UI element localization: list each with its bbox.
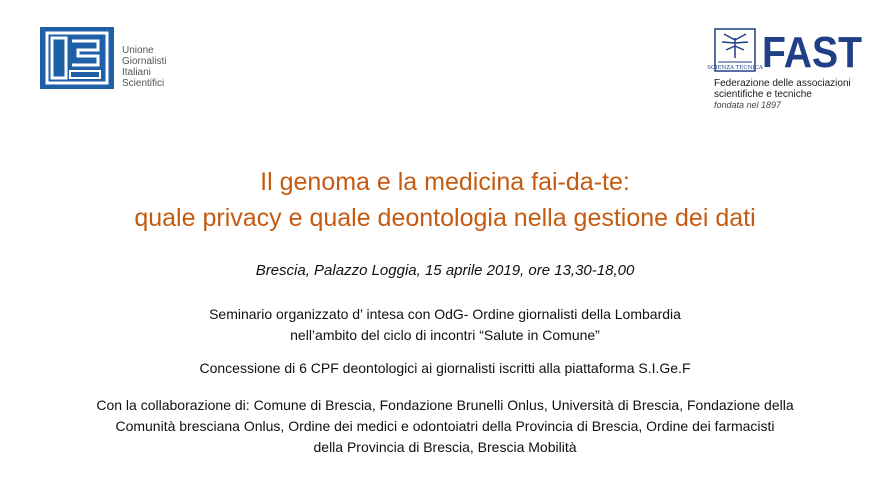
ugis-logo <box>40 27 114 89</box>
collaboration-info <box>0 395 890 458</box>
fast-description <box>714 78 864 111</box>
fast-founded: fondata nel 1897 <box>714 100 782 110</box>
event-venue-date: Brescia, Palazzo Loggia, 15 aprile 2019, ore 13,30-18,00 <box>255 262 635 279</box>
svg-text:SCIENZA TECNICA: SCIENZA TECNICA <box>707 65 763 71</box>
ugis-name-line: Unione <box>122 45 154 56</box>
fast-emblem-icon <box>707 28 763 72</box>
title-line-2: quale privacy e quale deontologia nella gestione dei dati <box>134 204 756 232</box>
ugis-name-line: Giornalisti <box>122 56 167 67</box>
collaboration-line-3: della Provincia di Brescia, Brescia Mobilità <box>313 439 577 455</box>
seminar-line-1: Seminario organizzato d’ intesa con OdG- Ordine giornalisti della Lombardia <box>209 306 681 322</box>
svg-text:FAST: FAST <box>762 28 863 77</box>
title-line-1: Il genoma e la medicina fai-da-te: <box>260 168 630 196</box>
seminar-info <box>0 304 890 346</box>
credits-info: Concessione di 6 CPF deontologici ai giornalisti iscritti alla piattaforma S.I.Ge.F <box>199 360 691 376</box>
fast-wordmark <box>760 28 864 77</box>
ugis-name-line: Italiani <box>122 67 151 78</box>
page-title <box>0 164 890 236</box>
collaboration-line-2: Comunità bresciana Onlus, Ordine dei medici e odontoiatri della Provincia di Brescia, Ordine dei farmacisti <box>115 418 775 434</box>
ugis-name <box>122 45 166 89</box>
seminar-line-2: nell’ambito del ciclo di incontri “Salute in Comune” <box>290 327 600 343</box>
fast-desc-line: scientifiche e tecniche <box>714 89 812 100</box>
fast-desc-line: Federazione delle associazioni <box>714 78 851 89</box>
ugis-name-line: Scientifici <box>122 78 165 89</box>
collaboration-line-1: Con la collaborazione di: Comune di Brescia, Fondazione Brunelli Onlus, Università di Brescia, Fondazione della <box>96 397 794 413</box>
